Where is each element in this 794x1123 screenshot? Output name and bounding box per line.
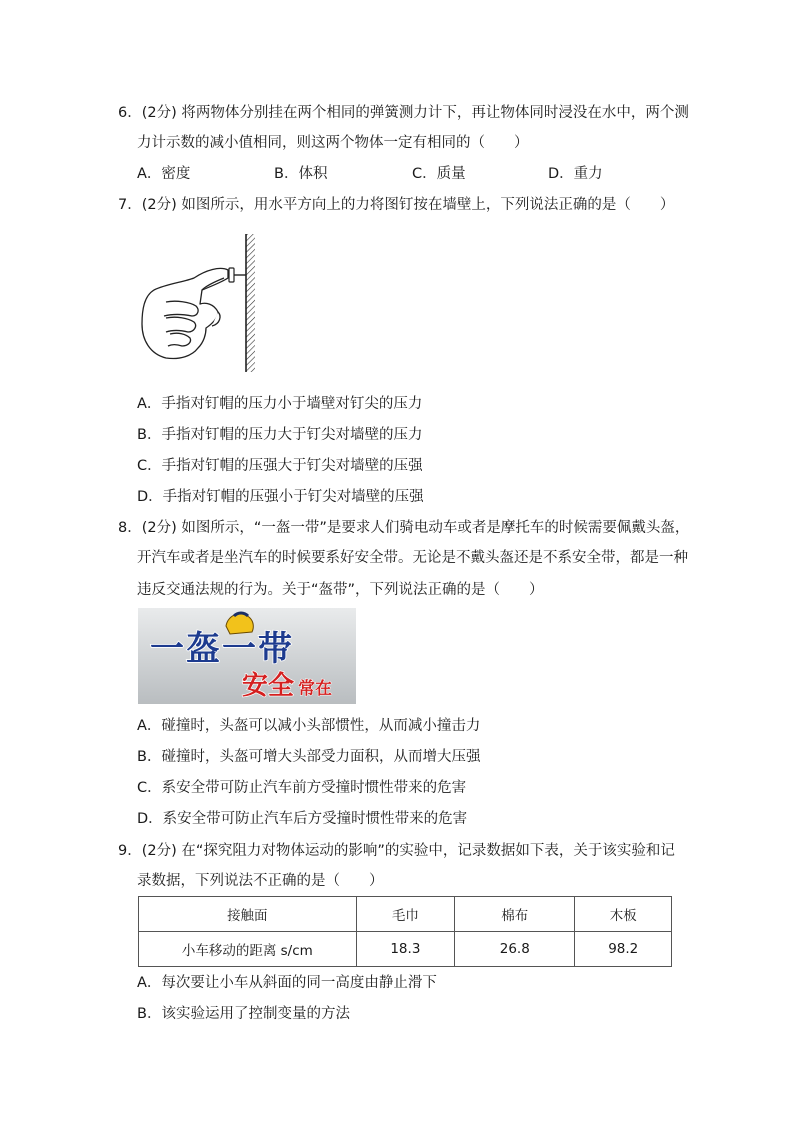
q6-option-c[interactable]: C．质量 [412, 166, 466, 182]
banner-safety: 安全 [242, 671, 295, 701]
q6-options [137, 164, 657, 184]
table-header-cell: 木板 [575, 897, 672, 932]
banner-always: 常在 [298, 679, 332, 699]
q6-option-a[interactable]: A．密度 [137, 166, 191, 182]
q9-option-a[interactable]: A．每次要让小车从斜面的同一高度由静止滑下 [137, 975, 437, 991]
q6-stem-line1: 6．(2分) 将两物体分别挂在两个相同的弹簧测力计下，再让物体同时浸没在水中，两个测 [118, 105, 689, 121]
q8-stem-line1: 8．(2分) 如图所示，“一盔一带”是要求人们骑电动车或者是摩托车的时候需要佩戴头盔， [118, 520, 690, 536]
hand-icon [142, 268, 228, 358]
q7-option-a[interactable]: A．手指对钉帽的压力小于墙壁对钉尖的压力 [137, 396, 423, 412]
q8-option-d[interactable]: D．系安全带可防止汽车后方受撞时惯性带来的危害 [137, 811, 468, 827]
q8-option-a[interactable]: A．碰撞时，头盔可以减小头部惯性，从而减小撞击力 [137, 718, 481, 734]
q6-stem-line2: 力计示数的减小值相同，则这两个物体一定有相同的（ ） [137, 135, 529, 151]
table-header-row [139, 897, 672, 932]
q7-option-d[interactable]: D．手指对钉帽的压强小于钉尖对墙壁的压强 [137, 489, 424, 505]
table-cell: 26.8 [455, 932, 575, 967]
thumbtack-head [229, 268, 234, 282]
table-row [139, 932, 672, 967]
q8-stem-line2: 开汽车或者是坐汽车的时候要系好安全带。无论是不戴头盔还是不系安全带，都是一种 [137, 550, 688, 566]
q9-data-table [138, 896, 672, 967]
thumbtack-hand-figure [136, 232, 262, 374]
q6-option-d[interactable]: D．重力 [548, 166, 603, 182]
q7-option-c[interactable]: C．手指对钉帽的压强大于钉尖对墙壁的压强 [137, 458, 423, 474]
wall-hatch [246, 234, 255, 372]
banner-title: 一盔一带 [150, 629, 294, 669]
table-header-cell: 棉布 [455, 897, 575, 932]
q8-stem-line3: 违反交通法规的行为。关于“盔带”，下列说法正确的是（ ） [137, 582, 544, 598]
q8-option-b[interactable]: B．碰撞时，头盔可增大头部受力面积，从而增大压强 [137, 749, 481, 765]
q9-stem-line1: 9．(2分) 在“探究阻力对物体运动的影响”的实验中，记录数据如下表，关于该实验和记 [118, 843, 675, 859]
table-header-cell: 毛巾 [356, 897, 455, 932]
q7-option-b[interactable]: B．手指对钉帽的压力大于钉尖对墙壁的压力 [137, 427, 423, 443]
q9-option-b[interactable]: B．该实验运用了控制变量的方法 [137, 1006, 350, 1022]
table-cell: 18.3 [356, 932, 455, 967]
q8-option-c[interactable]: C．系安全带可防止汽车前方受撞时惯性带来的危害 [137, 780, 467, 796]
q9-stem-line2: 录数据，下列说法不正确的是（ ） [137, 873, 384, 889]
q6-option-b[interactable]: B．体积 [274, 166, 328, 182]
table-cell: 98.2 [575, 932, 672, 967]
q7-stem: 7．(2分) 如图所示，用水平方向上的力将图钉按在墙壁上，下列说法正确的是（ ） [118, 197, 675, 213]
table-header-cell: 接触面 [139, 897, 357, 932]
helmet-seatbelt-banner [138, 608, 356, 704]
table-cell: 小车移动的距离 s/cm [139, 932, 357, 967]
